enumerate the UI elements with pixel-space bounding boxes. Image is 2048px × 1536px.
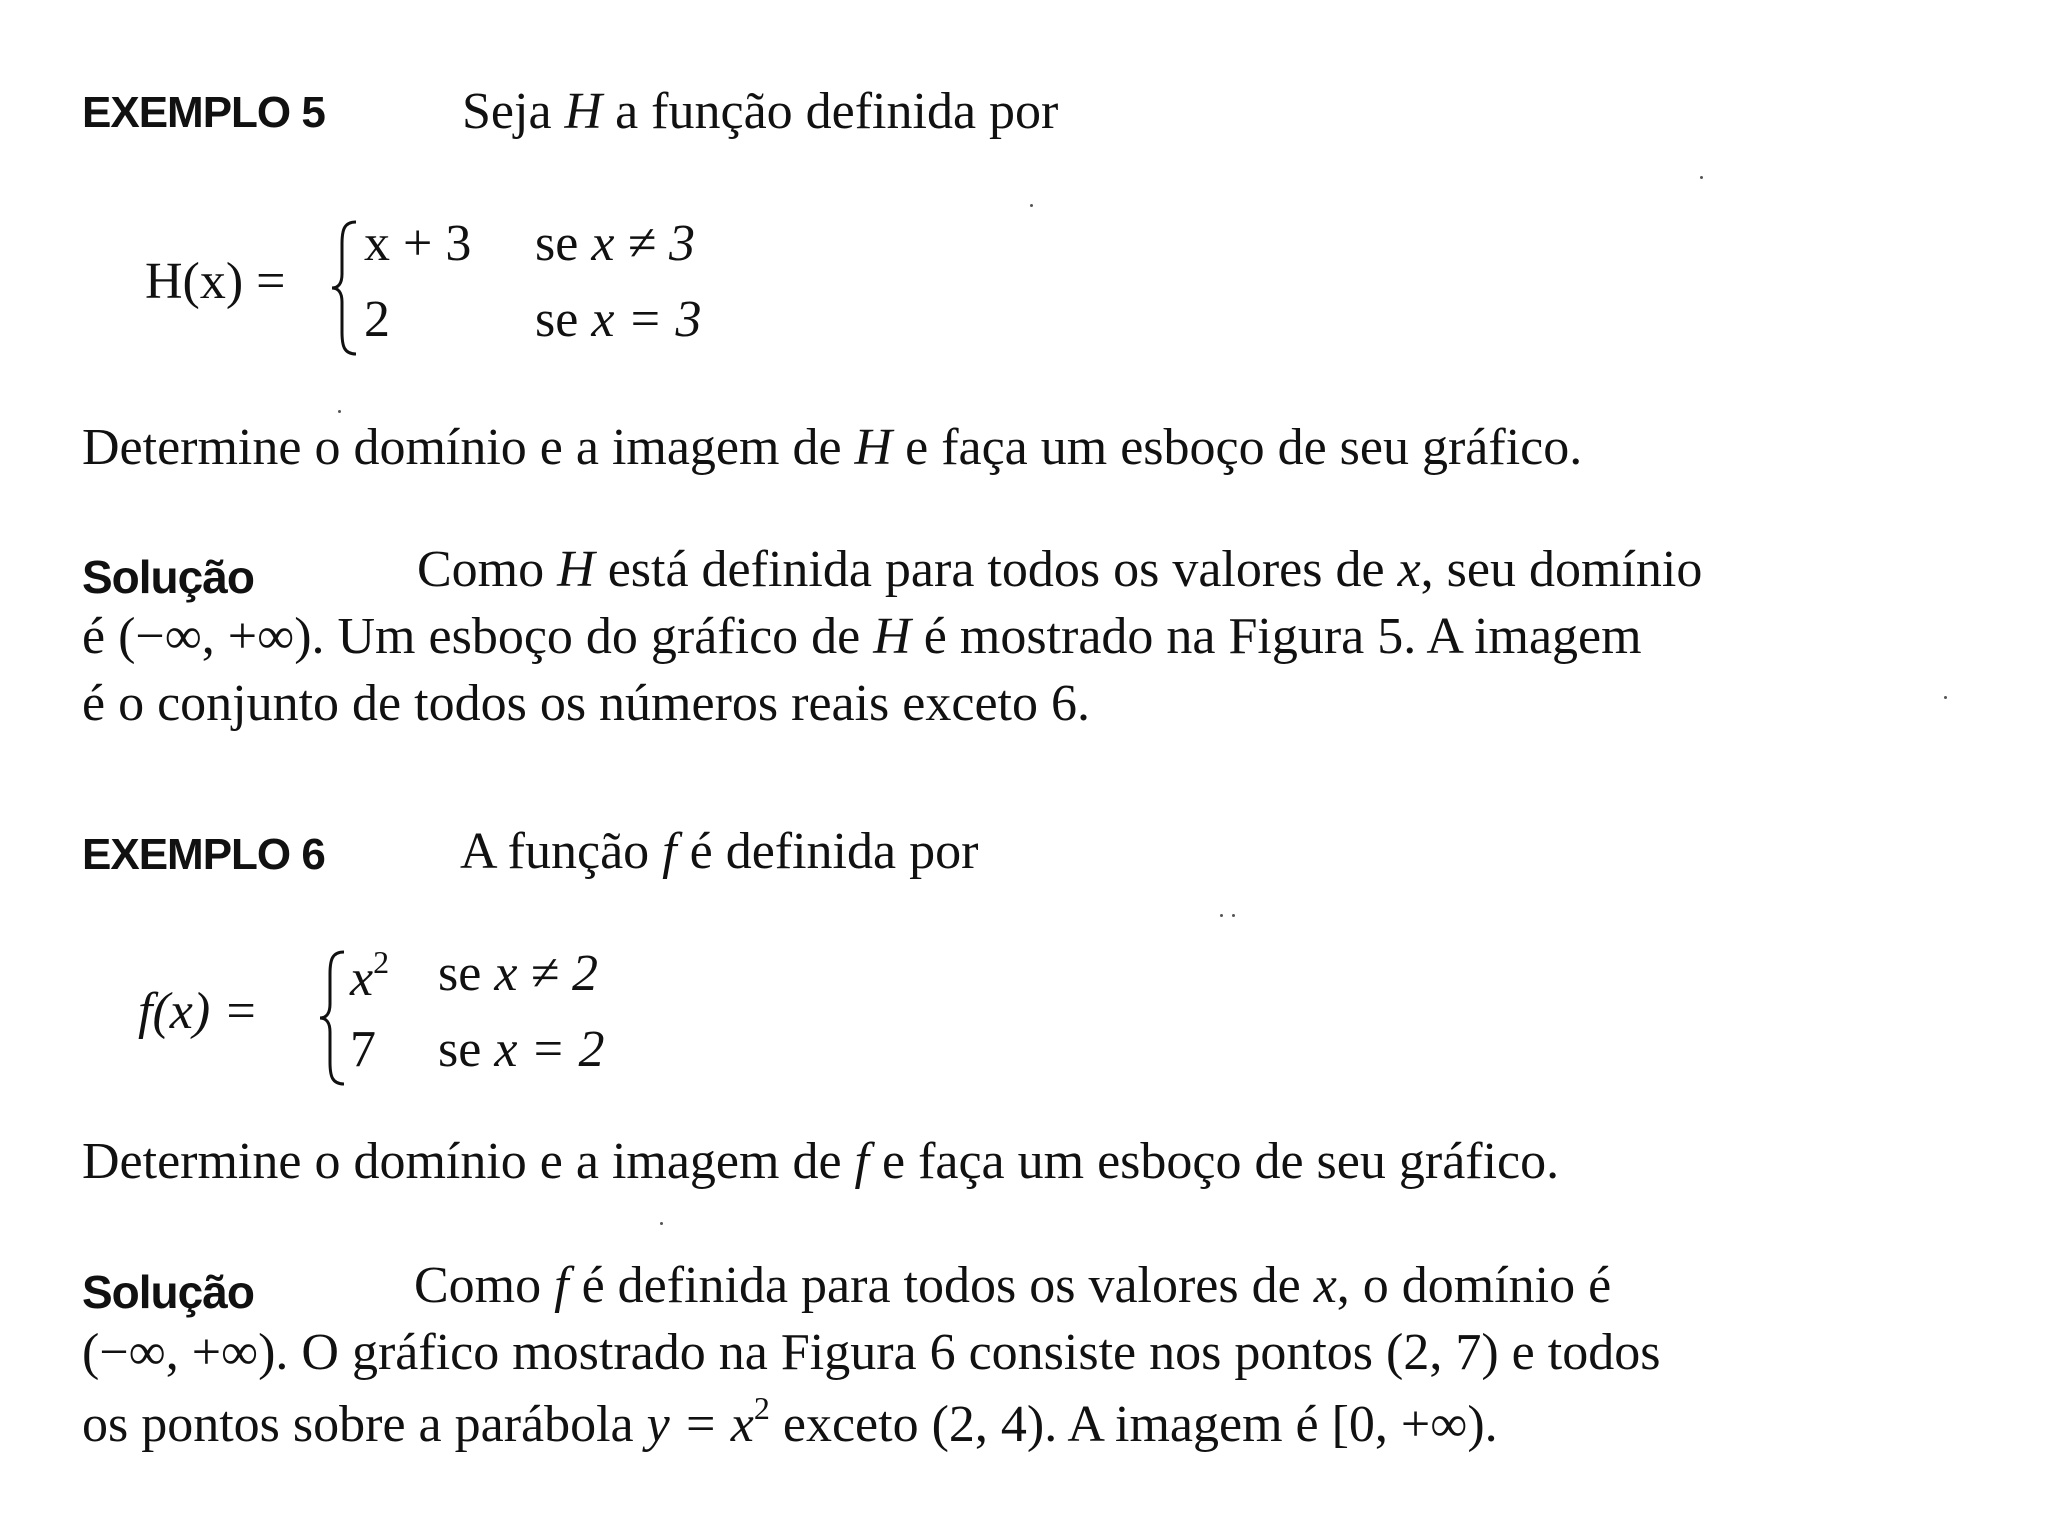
example-5-intro <box>462 82 1058 141</box>
formula-lhs <box>138 982 258 1041</box>
case-2-cond <box>535 290 702 349</box>
example-5-solution-label: Solução <box>82 551 254 603</box>
cond-expr: x = 2 <box>494 1021 605 1078</box>
scan-speck <box>1232 914 1235 917</box>
task-text: e faça um esboço de seu gráfico. <box>892 419 1583 476</box>
variable-x: x <box>1397 541 1421 598</box>
intro-text: a função definida por <box>602 83 1059 140</box>
example-6-solution-label: Solução <box>82 1266 254 1318</box>
intro-text: é definida por <box>676 823 979 880</box>
example-6-solution-line-3 <box>82 1390 1498 1454</box>
task-text: e faça um esboço de seu gráfico. <box>869 1133 1560 1190</box>
sol-text: está definida para todos os valores de <box>594 541 1398 598</box>
sol-text: Como <box>417 541 558 598</box>
example-5-solution-line-2 <box>82 607 1642 666</box>
sol-text: é (−∞, +∞). Um esboço do gráfico de <box>82 608 874 665</box>
scan-speck <box>660 1222 663 1225</box>
example-6-solution-line-1 <box>414 1256 1611 1315</box>
scan-speck <box>1700 176 1703 179</box>
sol-text: Como <box>414 1257 555 1314</box>
cond-se: se <box>438 1021 495 1078</box>
scan-speck <box>1944 696 1947 699</box>
cond-se: se <box>535 215 592 272</box>
cond-expr: x = 3 <box>591 291 702 348</box>
sol-text: é definida para todos os valores de <box>568 1257 1314 1314</box>
sol-text: , o domínio é <box>1336 1257 1612 1314</box>
scan-speck <box>338 410 341 413</box>
function-name: H <box>557 541 595 598</box>
example-5-task <box>82 418 1582 477</box>
cond-se: se <box>535 291 592 348</box>
example-5-solution-line-1 <box>417 540 1702 599</box>
case-2-expr: 2 <box>364 291 390 348</box>
function-name: f <box>662 823 677 880</box>
sol-text: é mostrado na Figura 5. A imagem <box>910 608 1642 665</box>
example-5-solution-line-3: é o conjunto de todos os números reais exceto 6. <box>82 675 1090 732</box>
equation-exponent: 2 <box>753 1390 770 1426</box>
left-brace-icon <box>318 948 348 1088</box>
example-6-solution-line-2: (−∞, +∞). O gráfico mostrado na Figura 6 consiste nos pontos (2, 7) e todos <box>82 1324 1661 1381</box>
variable-x: x <box>1313 1257 1337 1314</box>
case-2-expr: 7 <box>350 1021 376 1078</box>
task-text: Determine o domínio e a imagem de <box>82 1133 855 1190</box>
sol-text: os pontos sobre a parábola <box>82 1396 647 1453</box>
cond-expr: x ≠ 3 <box>591 215 695 272</box>
scan-speck <box>1030 204 1033 207</box>
intro-text: A função <box>460 823 663 880</box>
function-name: H <box>854 419 893 476</box>
scan-speck <box>1220 914 1223 917</box>
formula-lhs: H(x) = <box>145 253 286 310</box>
function-name: H <box>873 608 911 665</box>
function-name: H <box>564 83 603 140</box>
left-brace-icon <box>330 218 360 358</box>
sol-text: exceto (2, 4). A imagem é [0, +∞). <box>769 1396 1498 1453</box>
expr-base: x <box>350 950 374 1007</box>
expr-exponent: 2 <box>373 944 390 980</box>
function-name: f <box>854 1133 869 1190</box>
case-2-cond <box>438 1020 605 1079</box>
function-name: f <box>554 1257 569 1314</box>
case-1-expr <box>350 944 389 1008</box>
example-6-label: EXEMPLO 6 <box>82 830 325 879</box>
cond-se: se <box>438 945 495 1002</box>
case-1-cond <box>535 214 695 273</box>
example-5-label: EXEMPLO 5 <box>82 88 325 137</box>
intro-text: Seja <box>462 83 565 140</box>
example-6-intro <box>460 822 978 881</box>
equation: y = x <box>646 1396 754 1453</box>
task-text: Determine o domínio e a imagem de <box>82 419 855 476</box>
formula-lhs-text: f(x) = <box>138 983 259 1040</box>
case-1-expr: x + 3 <box>364 215 472 272</box>
example-6-task <box>82 1132 1559 1191</box>
case-1-cond <box>438 944 598 1003</box>
cond-expr: x ≠ 2 <box>494 945 598 1002</box>
sol-text: , seu domínio <box>1420 541 1703 598</box>
